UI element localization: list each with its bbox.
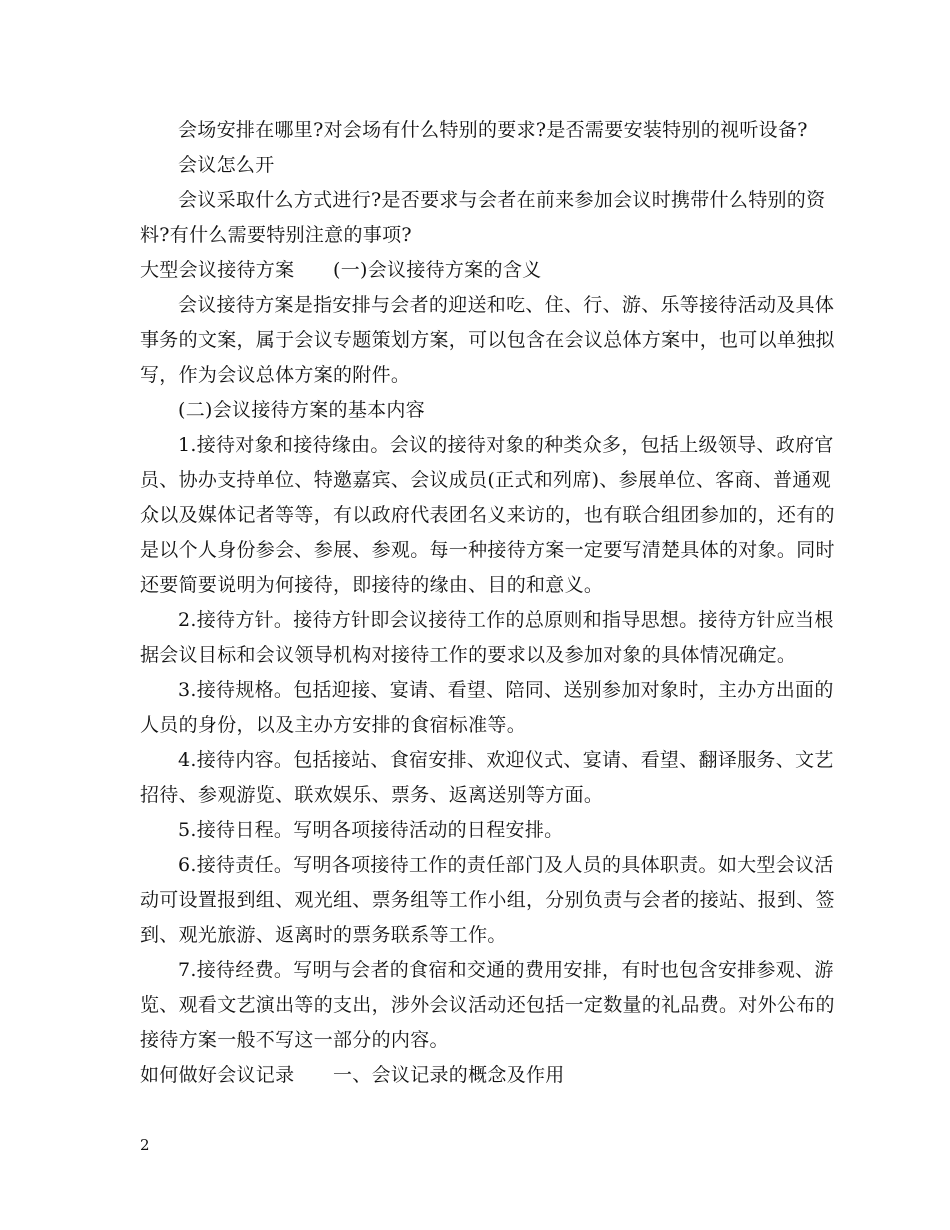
text-line: 招待、参观游览、联欢娱乐、票务、返离送别等方面。 — [140, 784, 604, 806]
section-heading: 如何做好会议记录 一、会议记录的概念及作用 — [140, 1064, 565, 1086]
text-line: 会议采取什么方式进行?是否要求与会者在前来参加会议时携带什么特别的资 — [178, 189, 826, 211]
text-line: 人员的身份，以及主办方安排的食宿标准等。 — [140, 714, 527, 736]
text-line: 动可设置报到组、观光组、票务组等工作小组，分别负责与会者的接站、报到、签 — [140, 889, 835, 911]
text-line: 员、协办支持单位、特邀嘉宾、会议成员(正式和列席)、参展单位、客商、普通观 — [140, 469, 831, 491]
text-line: 写，作为会议总体方案的附件。 — [140, 364, 411, 386]
text-line: 到、观光旅游、返离时的票务联系等工作。 — [140, 924, 507, 946]
page-number: 2 — [140, 1136, 150, 1154]
text-line: 2.接待方针。接待方针即会议接待工作的总原则和指导思想。接待方针应当根 — [178, 609, 834, 631]
text-line: 事务的文案，属于会议专题策划方案，可以包含在会议总体方案中，也可以单独拟 — [140, 329, 835, 351]
text-line: 会议怎么开 — [178, 154, 275, 176]
text-line: 7.接待经费。写明与会者的食宿和交通的费用安排，有时也包含安排参观、游 — [178, 959, 834, 981]
text-line: 会议接待方案是指安排与会者的迎送和吃、住、行、游、乐等接待活动及具体 — [178, 294, 835, 316]
section-heading: 大型会议接待方案 (一)会议接待方案的含义 — [140, 259, 542, 281]
text-line: 6.接待责任。写明各项接待工作的责任部门及人员的具体职责。如大型会议活 — [178, 854, 834, 876]
text-line: 4.接待内容。包括接站、食宿安排、欢迎仪式、宴请、看望、翻译服务、文艺 — [178, 749, 834, 771]
text-line: 5.接待日程。写明各项接待活动的日程安排。 — [178, 819, 564, 841]
text-line: 众以及媒体记者等等，有以政府代表团名义来访的，也有联合组团参加的，还有的 — [140, 504, 835, 526]
text-line: 接待方案一般不写这一部分的内容。 — [140, 1029, 449, 1051]
text-line: 据会议目标和会议领导机构对接待工作的要求以及参加对象的具体情况确定。 — [140, 644, 797, 666]
subsection-heading: (二)会议接待方案的基本内容 — [178, 399, 426, 421]
text-line: 会场安排在哪里?对会场有什么特别的要求?是否需要安装特别的视听设备? — [178, 119, 808, 141]
text-line: 还要简要说明为何接待，即接待的缘由、目的和意义。 — [140, 574, 604, 596]
text-line: 是以个人身份参会、参展、参观。每一种接待方案一定要写清楚具体的对象。同时 — [140, 539, 835, 561]
text-line: 览、观看文艺演出等的支出，涉外会议活动还包括一定数量的礼品费。对外公布的 — [140, 994, 835, 1016]
text-line: 料?有什么需要特别注意的事项? — [140, 224, 412, 246]
text-line: 3.接待规格。包括迎接、宴请、看望、陪同、送别参加对象时，主办方出面的 — [178, 679, 834, 701]
text-line: 1.接待对象和接待缘由。会议的接待对象的种类众多，包括上级领导、政府官 — [178, 434, 834, 456]
